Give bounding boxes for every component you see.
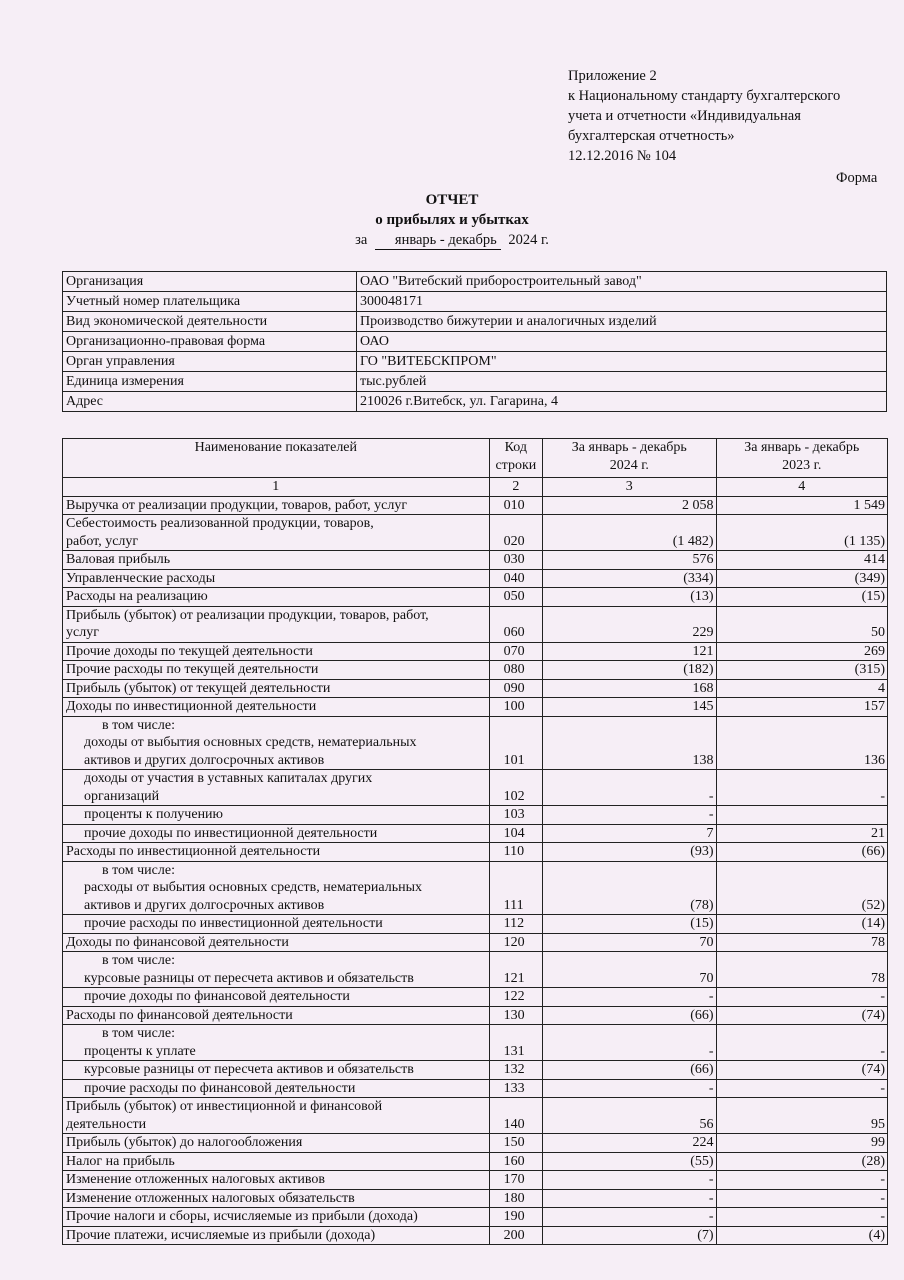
indicator-name: [63, 1171, 490, 1190]
info-value: 300048171: [357, 292, 887, 312]
header-name: Наименование показателей: [63, 439, 490, 478]
indicator-name: [63, 1208, 490, 1227]
indicator-name-line: Управленческие расходы: [66, 570, 216, 586]
current-period-value: 7: [543, 824, 716, 843]
indicator-name: [63, 716, 490, 770]
indicator-name-line: в том числе:: [102, 862, 175, 878]
row-code: 190: [489, 1208, 542, 1227]
table-row: [63, 1079, 888, 1098]
row-code: 122: [489, 988, 542, 1007]
previous-period-value: (66): [716, 843, 887, 862]
indicator-name: [63, 569, 490, 588]
row-code: 133: [489, 1079, 542, 1098]
previous-period-value: 99: [716, 1134, 887, 1153]
table-row: [63, 515, 888, 551]
indicator-name: [63, 515, 490, 551]
row-code: 200: [489, 1226, 542, 1245]
title-line-1: ОТЧЕТ: [425, 192, 479, 208]
previous-period-value: (4): [716, 1226, 887, 1245]
indicator-name-line: Расходы по финансовой деятельности: [66, 1007, 293, 1023]
previous-period-value: (14): [716, 915, 887, 934]
table-row: [63, 661, 888, 680]
indicator-name-line: Расходы по инвестиционной деятельности: [66, 844, 321, 859]
indicator-name: [63, 861, 490, 915]
row-code: 112: [489, 915, 542, 934]
info-value: ГО "ВИТЕБСКПРОМ": [357, 352, 887, 372]
previous-period-value: -: [716, 770, 887, 806]
previous-period-value: -: [716, 1025, 887, 1061]
current-period-value: 70: [543, 952, 716, 988]
previous-period-value: 1 549: [716, 496, 887, 515]
period-prefix: за: [355, 232, 368, 248]
previous-period-value: 136: [716, 716, 887, 770]
indicator-name-line: в том числе:: [102, 1026, 175, 1041]
current-period-value: 224: [543, 1134, 716, 1153]
previous-period-value: 50: [716, 606, 887, 642]
row-code: 030: [489, 551, 542, 570]
current-period-value: 576: [543, 551, 716, 570]
indicator-name-line: прочие доходы по инвестиционной деятельности: [84, 825, 378, 841]
current-period-value: 138: [543, 716, 716, 770]
previous-period-value: (1 135): [716, 515, 887, 551]
previous-period-value: 78: [716, 952, 887, 988]
previous-period-value: (74): [716, 1006, 887, 1025]
current-period-value: (15): [543, 915, 716, 934]
table-row: [63, 551, 888, 570]
previous-period-value: (74): [716, 1061, 887, 1080]
indicator-name-line: Валовая прибыль: [66, 552, 171, 567]
row-code: 060: [489, 606, 542, 642]
indicator-name-line: Прибыль (убыток) от текущей деятельности: [66, 680, 331, 696]
current-period-value: (1 482): [543, 515, 716, 551]
row-code: 040: [489, 569, 542, 588]
info-row: [63, 332, 887, 352]
previous-period-value: 21: [716, 824, 887, 843]
row-code: 110: [489, 843, 542, 862]
indicator-name-line: доходы от участия в уставных капиталах других: [84, 771, 373, 786]
indicator-name: [63, 1134, 490, 1153]
indicator-name-line: Прочие платежи, исчисляемые из прибыли (дохода): [66, 1227, 376, 1243]
indicator-name: [63, 606, 490, 642]
row-code: 150: [489, 1134, 542, 1153]
header-code: Код строки: [489, 439, 542, 478]
row-code: 080: [489, 661, 542, 680]
info-value: ОАО: [357, 332, 887, 352]
info-label: Адрес: [63, 392, 357, 412]
info-label: Единица измерения: [63, 372, 357, 392]
indicator-name-line: Прочие налоги и сборы, исчисляемые из прибыли (дохода): [66, 1209, 418, 1224]
row-code: 010: [489, 496, 542, 515]
current-period-value: 168: [543, 679, 716, 698]
current-period-value: 56: [543, 1098, 716, 1134]
info-row: [63, 272, 887, 292]
indicator-name-line: услуг: [66, 625, 99, 640]
previous-period-value: -: [716, 1079, 887, 1098]
row-code: 131: [489, 1025, 542, 1061]
table-row: [63, 988, 888, 1007]
info-value: ОАО "Витебский приборостроительный завод": [357, 272, 887, 292]
table-row: [63, 588, 888, 607]
title-line-2: о прибылях и убытках: [375, 212, 529, 228]
column-number-row: [63, 478, 888, 497]
row-code: 132: [489, 1061, 542, 1080]
indicator-name: [63, 1098, 490, 1134]
table-header-row: [63, 439, 888, 478]
indicator-name-line: расходы от выбытия основных средств, нематериальных: [84, 880, 422, 895]
header-current-period: За январь - декабрь 2024 г.: [543, 439, 716, 478]
indicator-name-line: Прибыль (убыток) от инвестиционной и финансовой: [66, 1099, 383, 1114]
current-period-value: (334): [543, 569, 716, 588]
current-period-value: (66): [543, 1061, 716, 1080]
info-label: Вид экономической деятельности: [63, 312, 357, 332]
indicator-name-line: курсовые разницы от пересчета активов и обязательств: [84, 1062, 414, 1077]
indicator-name-line: деятельности: [66, 1116, 147, 1132]
header-previous-period: За январь - декабрь 2023 г.: [716, 439, 887, 478]
current-period-value: -: [543, 988, 716, 1007]
indicator-name: [63, 915, 490, 934]
table-row: [63, 679, 888, 698]
row-code: 121: [489, 952, 542, 988]
row-code: 170: [489, 1171, 542, 1190]
indicator-name-line: проценты к получению: [84, 807, 224, 822]
appendix-line: бухгалтерская отчетность»: [568, 128, 735, 144]
indicator-name-line: прочие расходы по финансовой деятельности: [84, 1080, 356, 1096]
indicator-name-line: активов и других долгосрочных активов: [84, 897, 325, 913]
previous-period-value: 78: [716, 933, 887, 952]
indicator-name: [63, 988, 490, 1007]
table-row: [63, 824, 888, 843]
table-row: [63, 1061, 888, 1080]
indicator-name-line: активов и других долгосрочных активов: [84, 752, 325, 768]
indicator-name-line: Налог на прибыль: [66, 1153, 175, 1169]
info-value: Производство бижутерии и аналогичных изделий: [357, 312, 887, 332]
current-period-value: (55): [543, 1152, 716, 1171]
indicator-name: [63, 1152, 490, 1171]
table-row: [63, 843, 888, 862]
form-label: Форма: [836, 170, 878, 186]
info-label: Орган управления: [63, 352, 357, 372]
profit-loss-table: [62, 438, 888, 1245]
indicator-name: [63, 1079, 490, 1098]
row-code: 020: [489, 515, 542, 551]
indicator-name-line: Доходы по инвестиционной деятельности: [66, 699, 317, 714]
current-period-value: 70: [543, 933, 716, 952]
indicator-name-line: Прочие расходы по текущей деятельности: [66, 662, 319, 677]
row-code: 103: [489, 806, 542, 825]
current-period-value: -: [543, 1171, 716, 1190]
current-period-value: (13): [543, 588, 716, 607]
indicator-name: [63, 496, 490, 515]
current-period-value: -: [543, 806, 716, 825]
previous-period-value: 414: [716, 551, 887, 570]
current-period-value: -: [543, 1025, 716, 1061]
indicator-name-line: работ, услуг: [66, 533, 139, 549]
row-code: 180: [489, 1189, 542, 1208]
info-value: 210026 г.Витебск, ул. Гагарина, 4: [357, 392, 887, 412]
table-row: [63, 806, 888, 825]
previous-period-value: (315): [716, 661, 887, 680]
indicator-name-line: Изменение отложенных налоговых обязательств: [66, 1190, 355, 1206]
row-code: 070: [489, 642, 542, 661]
previous-period-value: (349): [716, 569, 887, 588]
previous-period-value: -: [716, 1189, 887, 1208]
column-number: 2: [489, 478, 542, 497]
current-period-value: 229: [543, 606, 716, 642]
indicator-name: [63, 588, 490, 607]
table-row: [63, 1025, 888, 1061]
previous-period-value: -: [716, 1208, 887, 1227]
current-period-value: 121: [543, 642, 716, 661]
table-row: [63, 933, 888, 952]
current-period-value: (182): [543, 661, 716, 680]
appendix-line: 12.12.2016 № 104: [568, 148, 677, 164]
table-row: [63, 1226, 888, 1245]
info-row: [63, 392, 887, 412]
current-period-value: (66): [543, 1006, 716, 1025]
current-period-value: 145: [543, 698, 716, 717]
column-number: 1: [63, 478, 490, 497]
appendix-line: учета и отчетности «Индивидуальная: [568, 108, 801, 124]
indicator-name: [63, 1189, 490, 1208]
period-year: 2024 г.: [508, 232, 549, 248]
indicator-name: [63, 1006, 490, 1025]
row-code: 104: [489, 824, 542, 843]
table-row: [63, 1171, 888, 1190]
indicator-name-line: доходы от выбытия основных средств, нематериальных: [84, 735, 417, 750]
indicator-name-line: Прочие доходы по текущей деятельности: [66, 643, 313, 659]
indicator-name: [63, 679, 490, 698]
indicator-name: [63, 1226, 490, 1245]
previous-period-value: (28): [716, 1152, 887, 1171]
current-period-value: -: [543, 1079, 716, 1098]
previous-period-value: 95: [716, 1098, 887, 1134]
current-period-value: (78): [543, 861, 716, 915]
indicator-name: [63, 952, 490, 988]
indicator-name: [63, 551, 490, 570]
info-row: [63, 292, 887, 312]
indicator-name: [63, 1025, 490, 1061]
indicator-name-line: Прибыль (убыток) до налогообложения: [66, 1135, 303, 1150]
column-number: 4: [716, 478, 887, 497]
table-row: [63, 1189, 888, 1208]
row-code: 111: [489, 861, 542, 915]
current-period-value: -: [543, 770, 716, 806]
row-code: 102: [489, 770, 542, 806]
table-row: [63, 642, 888, 661]
row-code: 100: [489, 698, 542, 717]
report-title: [0, 190, 904, 230]
indicator-name-line: прочие доходы по финансовой деятельности: [84, 989, 350, 1004]
table-row: [63, 698, 888, 717]
indicator-name-line: Расходы на реализацию: [66, 589, 208, 604]
indicator-name-line: Выручка от реализации продукции, товаров, работ, услуг: [66, 497, 408, 513]
table-row: [63, 915, 888, 934]
indicator-name: [63, 824, 490, 843]
info-label: Организация: [63, 272, 357, 292]
previous-period-value: -: [716, 1171, 887, 1190]
previous-period-value: (52): [716, 861, 887, 915]
table-row: [63, 861, 888, 915]
indicator-name: [63, 933, 490, 952]
info-label: Организационно-правовая форма: [63, 332, 357, 352]
organization-info-table: [62, 271, 887, 412]
info-row: [63, 372, 887, 392]
info-label: Учетный номер плательщика: [63, 292, 357, 312]
current-period-value: -: [543, 1189, 716, 1208]
indicator-name: [63, 806, 490, 825]
table-row: [63, 1098, 888, 1134]
indicator-name: [63, 843, 490, 862]
row-code: 130: [489, 1006, 542, 1025]
row-code: 090: [489, 679, 542, 698]
current-period-value: 2 058: [543, 496, 716, 515]
previous-period-value: (15): [716, 588, 887, 607]
previous-period-value: -: [716, 988, 887, 1007]
report-period: [0, 232, 904, 250]
indicator-name-line: Себестоимость реализованной продукции, товаров,: [66, 516, 374, 531]
table-row: [63, 569, 888, 588]
appendix-line: к Национальному стандарту бухгалтерского: [568, 88, 841, 104]
previous-period-value: 4: [716, 679, 887, 698]
row-code: 101: [489, 716, 542, 770]
indicator-name: [63, 1061, 490, 1080]
indicator-name-line: Доходы по финансовой деятельности: [66, 934, 289, 950]
indicator-name-line: курсовые разницы от пересчета активов и обязательств: [84, 970, 414, 986]
current-period-value: (7): [543, 1226, 716, 1245]
indicator-name-line: проценты к уплате: [84, 1043, 196, 1059]
indicator-name: [63, 661, 490, 680]
table-row: [63, 1006, 888, 1025]
table-row: [63, 1152, 888, 1171]
info-value: тыс.рублей: [357, 372, 887, 392]
table-row: [63, 1208, 888, 1227]
current-period-value: (93): [543, 843, 716, 862]
indicator-name-line: Прибыль (убыток) от реализации продукции, товаров, работ,: [66, 607, 429, 623]
info-row: [63, 312, 887, 332]
table-row: [63, 496, 888, 515]
indicator-name: [63, 770, 490, 806]
table-row: [63, 952, 888, 988]
info-row: [63, 352, 887, 372]
column-number: 3: [543, 478, 716, 497]
previous-period-value: [716, 806, 887, 825]
indicator-name-line: в том числе:: [102, 953, 175, 968]
row-code: 120: [489, 933, 542, 952]
row-code: 140: [489, 1098, 542, 1134]
period-value: январь - декабрь: [375, 232, 501, 250]
table-row: [63, 716, 888, 770]
indicator-name-line: Изменение отложенных налоговых активов: [66, 1172, 326, 1187]
row-code: 160: [489, 1152, 542, 1171]
table-row: [63, 606, 888, 642]
previous-period-value: 269: [716, 642, 887, 661]
indicator-name-line: организаций: [84, 788, 160, 804]
indicator-name-line: в том числе:: [102, 717, 175, 733]
indicator-name: [63, 698, 490, 717]
indicator-name-line: прочие расходы по инвестиционной деятельности: [84, 916, 383, 931]
current-period-value: -: [543, 1208, 716, 1227]
indicator-name: [63, 642, 490, 661]
row-code: 050: [489, 588, 542, 607]
appendix-line: Приложение 2: [568, 68, 657, 84]
previous-period-value: 157: [716, 698, 887, 717]
table-row: [63, 770, 888, 806]
table-row: [63, 1134, 888, 1153]
appendix-note: [568, 66, 840, 166]
